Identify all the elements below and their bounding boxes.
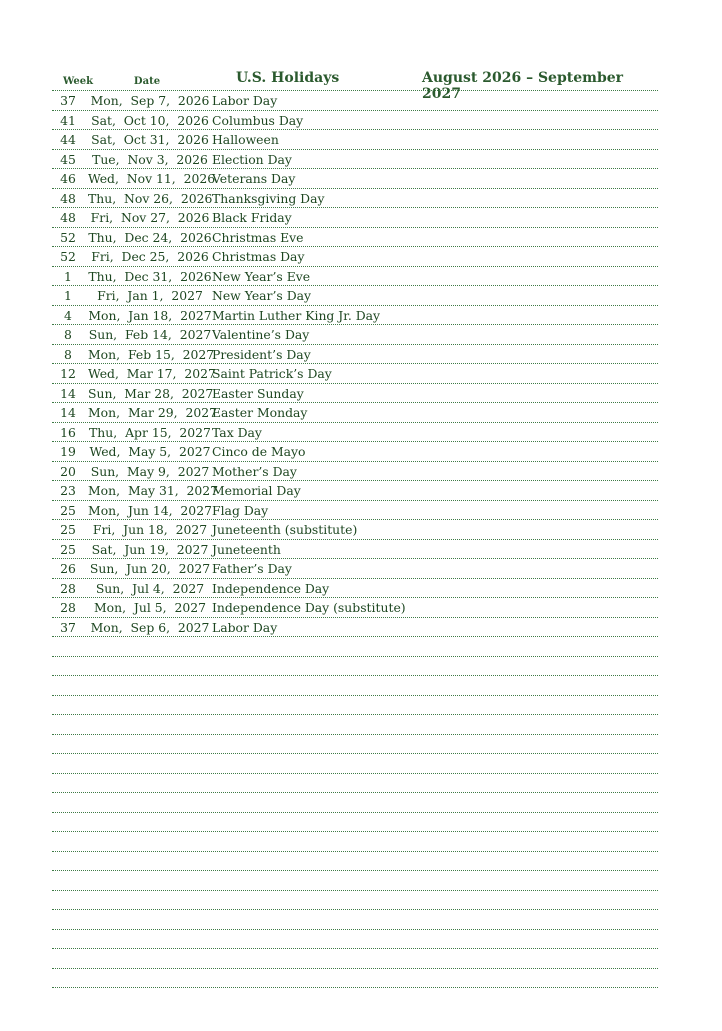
holiday-date: Sun, Feb 14, 2027 [88, 327, 212, 342]
holiday-name: Veterans Day [212, 171, 296, 186]
holiday-date: Mon, Jul 5, 2027 [93, 600, 207, 615]
holiday-date: Sat, Oct 10, 2026 [91, 112, 209, 128]
week-number: 46 [60, 171, 76, 186]
table-row [52, 402, 658, 422]
holiday-name: Memorial Day [212, 483, 301, 498]
table-row [52, 227, 658, 247]
holiday-date: Sat, Oct 31, 2026 [91, 132, 209, 147]
empty-ruled-line [52, 909, 658, 929]
holiday-date: Fri, Jan 1, 2027 [97, 288, 203, 303]
week-number: 52 [60, 249, 76, 264]
week-number: 37 [60, 619, 76, 635]
table-row [52, 383, 658, 403]
week-number: 25 [60, 541, 76, 557]
holiday-name: Halloween [212, 132, 279, 147]
holiday-date: Mon, Mar 29, 2027 [88, 405, 217, 420]
table-row [52, 129, 658, 149]
empty-ruled-line [52, 812, 658, 832]
table-row [52, 441, 658, 461]
week-number: 28 [60, 580, 76, 596]
empty-ruled-line [52, 714, 658, 734]
date-range: August 2026 – September 2027 [422, 70, 624, 102]
holiday-name: Juneteenth [212, 541, 281, 557]
holiday-name: Valentine’s Day [212, 327, 310, 342]
table-row [52, 597, 658, 617]
table-row [52, 461, 658, 481]
holiday-date: Sun, Mar 28, 2027 [88, 385, 214, 401]
holiday-name: New Year’s Eve [212, 268, 311, 284]
empty-ruled-line [52, 695, 658, 715]
holiday-name: Martin Luther King Jr. Day [212, 307, 381, 323]
holiday-name: Thanksgiving Day [212, 190, 325, 206]
holiday-name: Saint Patrick’s Day [212, 366, 332, 381]
week-column-header: Week [62, 76, 94, 87]
table-row [52, 363, 658, 383]
week-number: 41 [60, 112, 76, 128]
holiday-date: Mon, Feb 15, 2027 [88, 346, 215, 362]
empty-ruled-line [52, 948, 658, 968]
holiday-name: Black Friday [212, 210, 292, 225]
week-number: 52 [60, 229, 76, 245]
empty-ruled-line [52, 851, 658, 871]
table-row [52, 422, 658, 442]
empty-ruled-line [52, 675, 658, 695]
holiday-name: Tax Day [212, 424, 262, 440]
table-row [52, 519, 658, 539]
empty-ruled-line [52, 734, 658, 754]
week-number: 23 [60, 483, 76, 498]
empty-ruled-line [52, 636, 658, 656]
holiday-name: Christmas Day [212, 249, 305, 264]
week-number: 14 [60, 385, 76, 401]
holiday-date: Fri, Nov 27, 2026 [90, 210, 210, 225]
holiday-name: Mother’s Day [212, 463, 297, 479]
table-row [52, 539, 658, 559]
table-row [52, 168, 658, 188]
holiday-date: Thu, Apr 15, 2027 [89, 424, 211, 440]
holiday-date: Thu, Dec 31, 2026 [88, 268, 212, 284]
empty-ruled-line [52, 753, 658, 773]
empty-ruled-line [52, 831, 658, 851]
holiday-name: Easter Monday [212, 405, 308, 420]
holiday-table [52, 90, 658, 988]
holiday-date: Thu, Dec 24, 2026 [88, 229, 212, 245]
holiday-date: Mon, Jun 14, 2027 [88, 502, 212, 518]
table-row [52, 324, 658, 344]
holiday-date: Mon, Jan 18, 2027 [88, 307, 212, 323]
week-number: 4 [64, 307, 72, 323]
page-title: U.S. Holidays [236, 70, 340, 86]
table-row [52, 188, 658, 208]
empty-ruled-line [52, 929, 658, 949]
week-number: 44 [60, 132, 76, 147]
holiday-date: Sun, Jul 4, 2027 [95, 580, 205, 596]
week-number: 45 [60, 151, 76, 167]
table-row [52, 344, 658, 364]
holiday-date: Mon, Sep 6, 2027 [90, 619, 210, 635]
table-row [52, 305, 658, 325]
holiday-name: New Year’s Day [212, 288, 312, 303]
empty-ruled-line [52, 656, 658, 676]
week-number: 14 [60, 405, 76, 420]
holiday-date: Wed, Nov 11, 2026 [88, 171, 216, 186]
holiday-name: Independence Day [212, 580, 330, 596]
empty-ruled-line [52, 773, 658, 793]
empty-ruled-line [52, 792, 658, 812]
holiday-date: Tue, Nov 3, 2026 [92, 151, 208, 167]
week-number: 48 [60, 190, 76, 206]
holiday-date: Wed, May 5, 2027 [89, 444, 211, 459]
empty-ruled-line [52, 890, 658, 910]
holiday-date: Sun, Jun 20, 2027 [89, 561, 211, 576]
week-number: 28 [60, 600, 76, 615]
table-row [52, 246, 658, 266]
table-row [52, 285, 658, 305]
week-number: 20 [60, 463, 76, 479]
week-number: 16 [60, 424, 76, 440]
holiday-name: Christmas Eve [212, 229, 304, 245]
holiday-name: Juneteenth (substitute) [212, 522, 358, 537]
holiday-name: Labor Day [212, 93, 278, 108]
table-row [52, 617, 658, 637]
table-row [52, 266, 658, 286]
empty-ruled-line [52, 968, 658, 989]
holiday-date: Thu, Nov 26, 2026 [88, 190, 213, 206]
holiday-date: Sun, May 9, 2027 [90, 463, 210, 479]
holiday-date: Fri, Dec 25, 2026 [91, 249, 209, 264]
table-row [52, 500, 658, 520]
holiday-name: Father’s Day [212, 561, 292, 576]
holiday-date: Sat, Jun 19, 2027 [91, 541, 209, 557]
holiday-name: Election Day [212, 151, 292, 167]
holiday-name: Columbus Day [212, 112, 304, 128]
table-row [52, 110, 658, 130]
date-column-header: Date [133, 76, 161, 87]
week-number: 1 [64, 268, 72, 284]
holiday-name: Independence Day (substitute) [212, 600, 406, 615]
holiday-name: Easter Sunday [212, 385, 304, 401]
holiday-name: Flag Day [212, 502, 269, 518]
holiday-date: Wed, Mar 17, 2027 [88, 366, 216, 381]
week-number: 26 [60, 561, 76, 576]
week-number: 1 [64, 288, 72, 303]
week-number: 19 [60, 444, 76, 459]
week-number: 12 [60, 366, 76, 381]
week-number: 37 [60, 93, 76, 108]
week-number: 25 [60, 522, 76, 537]
empty-ruled-line [52, 870, 658, 890]
holiday-name: President’s Day [212, 346, 311, 362]
week-number: 8 [64, 327, 72, 342]
table-row [52, 90, 658, 110]
holiday-date: Mon, May 31, 2027 [88, 483, 219, 498]
table-row [52, 480, 658, 500]
table-row [52, 558, 658, 578]
table-row [52, 578, 658, 598]
holiday-date: Mon, Sep 7, 2026 [90, 93, 210, 108]
week-number: 8 [64, 346, 72, 362]
holiday-name: Labor Day [212, 619, 278, 635]
week-number: 25 [60, 502, 76, 518]
table-row [52, 207, 658, 227]
table-row [52, 149, 658, 169]
week-number: 48 [60, 210, 76, 225]
holiday-name: Cinco de Mayo [212, 444, 306, 459]
holiday-date: Fri, Jun 18, 2027 [92, 522, 208, 537]
